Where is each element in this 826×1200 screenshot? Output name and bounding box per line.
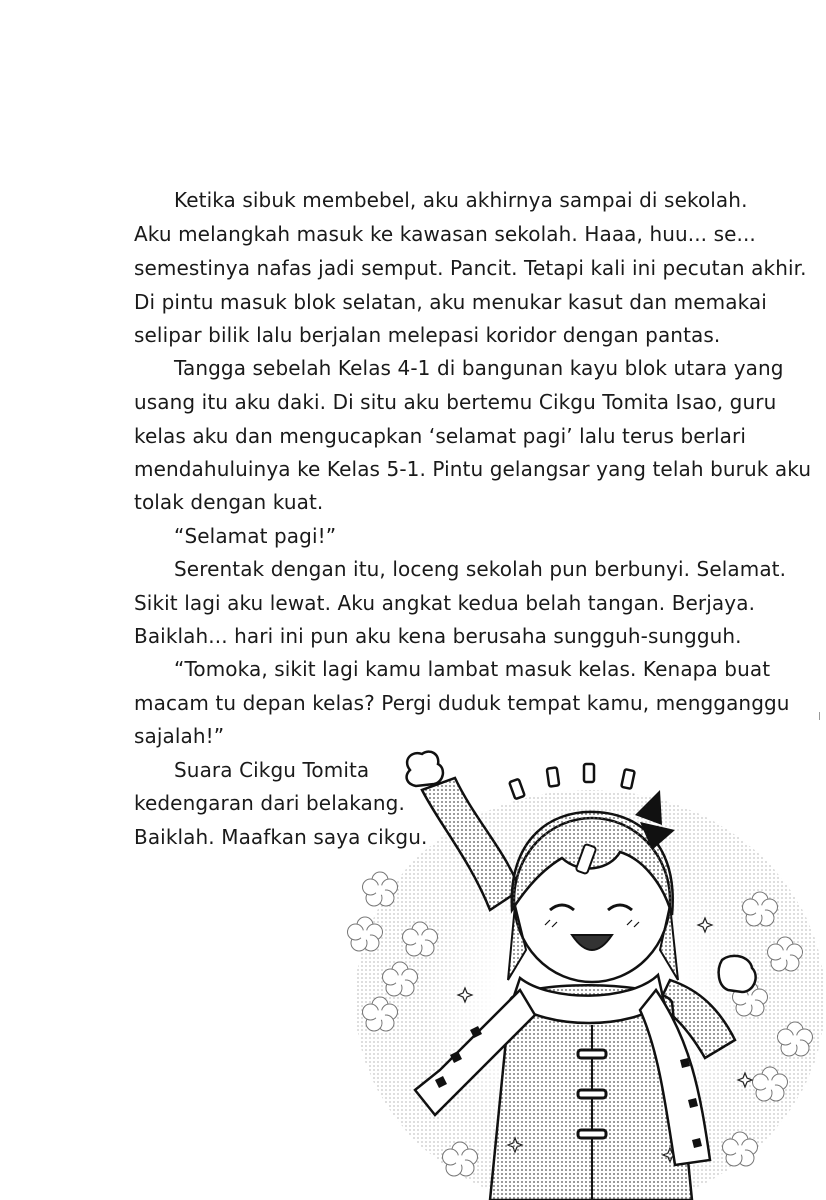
text-line: Suara Cikgu Tomita bbox=[174, 758, 370, 782]
text-line: “Tomoka, sikit lagi kamu lambat masuk kelas. Kenapa buat bbox=[174, 657, 771, 681]
text-line: selipar bilik lalu berjalan melepasi koridor dengan pantas. bbox=[134, 323, 721, 347]
margin-mark-icon bbox=[818, 712, 821, 720]
text-line: Baiklah... hari ini pun aku kena berusaha sungguh-sungguh. bbox=[134, 624, 742, 648]
text-line: Baiklah. Maafkan saya cikgu. bbox=[134, 825, 428, 849]
text-line: mendahuluinya ke Kelas 5-1. Pintu gelangsar yang telah buruk aku bbox=[134, 457, 812, 481]
text-line: Tangga sebelah Kelas 4-1 di bangunan kayu blok utara yang bbox=[174, 356, 784, 380]
text-line: Ketika sibuk membebel, aku akhirnya sampai di sekolah. bbox=[174, 188, 748, 212]
text-line: sajalah!” bbox=[134, 724, 225, 748]
text-line: Di pintu masuk blok selatan, aku menukar kasut dan memakai bbox=[134, 290, 767, 314]
text-line: kelas aku dan mengucapkan ‘selamat pagi’ lalu terus berlari bbox=[134, 424, 746, 448]
text-line: Sikit lagi aku lewat. Aku angkat kedua belah tangan. Berjaya. bbox=[134, 591, 756, 615]
text-line: tolak dengan kuat. bbox=[134, 490, 324, 514]
text-line: Serentak dengan itu, loceng sekolah pun berbunyi. Selamat. bbox=[174, 557, 787, 581]
text-line: “Selamat pagi!” bbox=[174, 524, 337, 548]
anime-girl-cheering-illustration bbox=[340, 740, 826, 1200]
text-line: kedengaran dari belakang. bbox=[134, 791, 405, 815]
text-line: usang itu aku daki. Di situ aku bertemu Cikgu Tomita Isao, guru bbox=[134, 390, 777, 414]
text-line: Aku melangkah masuk ke kawasan sekolah. Haaa, huu... se... bbox=[134, 222, 756, 246]
text-line: macam tu depan kelas? Pergi duduk tempat kamu, mengganggu bbox=[134, 691, 790, 715]
text-line: semestinya nafas jadi semput. Pancit. Tetapi kali ini pecutan akhir. bbox=[134, 256, 807, 280]
